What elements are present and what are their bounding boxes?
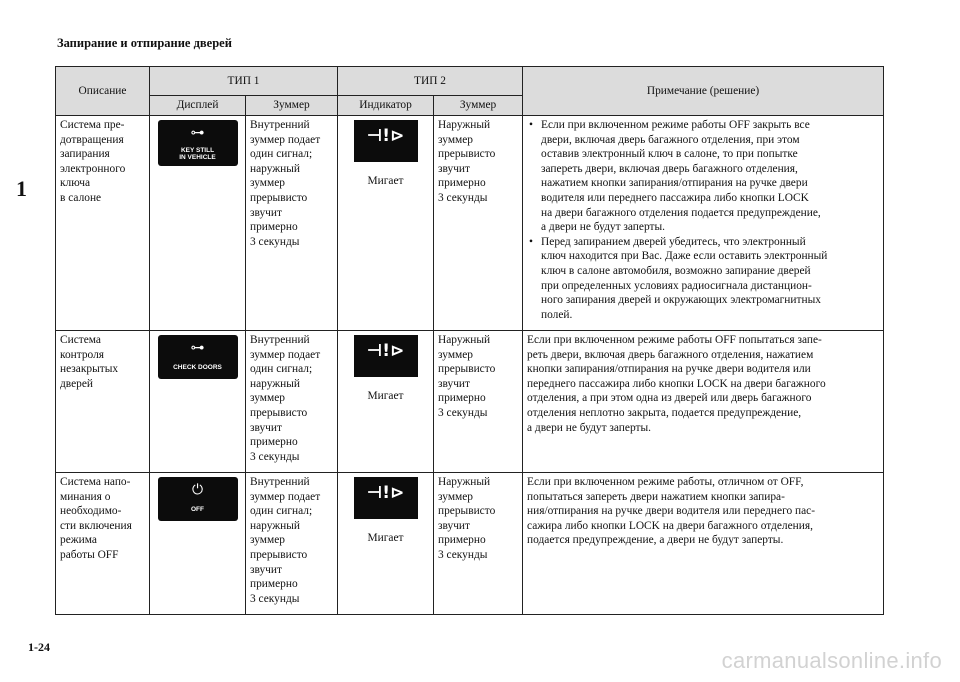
table-row xyxy=(56,473,884,615)
row-description: Система напо- минания о необходимо- сти включения режима работы OFF xyxy=(56,473,150,615)
chapter-marker: 1 xyxy=(16,176,27,201)
display-caption: CHECK DOORS xyxy=(173,364,222,371)
header-display: Дисплей xyxy=(150,96,246,116)
note-bullet: • Если при включенном режиме работы OFF закрыть все двери, включая дверь багажного отделения, при этом оставив электронный ключ в салоне, то при попытке запереть двери, включая дверь багажного отделения, нажатием кнопки запирания/отпирания на ручке двери водителя или переднего пассажира либо кнопки LOCK на двери багажного отделения подается предупреждение, а двери не будут заперты. xyxy=(527,118,879,235)
row-description: Система пре- дотвращения запирания электронного ключа в салоне xyxy=(56,116,150,331)
buzzer-type1-cell: Внутренний зуммер подает один сигнал; наружный зуммер прерывисто звучит примерно 3 секунды xyxy=(246,473,338,615)
buzzer-type2-cell: Наружный зуммер прерывисто звучит примерно 3 секунды xyxy=(434,116,523,331)
indicator-status: Мигает xyxy=(367,175,404,187)
warning-table xyxy=(55,66,884,615)
indicator-cell xyxy=(338,331,434,473)
key-icon: ⊶ xyxy=(190,340,205,356)
page-heading: Запирание и отпирание дверей xyxy=(57,36,232,50)
off-reminder-display xyxy=(158,477,238,521)
key-still-in-vehicle-display xyxy=(158,120,238,166)
watermark: carmanualsonline.info xyxy=(721,648,942,673)
table-row xyxy=(56,116,884,331)
page-number: 1-24 xyxy=(28,640,50,654)
row-description: Система контроля незакрытых дверей xyxy=(56,331,150,473)
check-doors-display xyxy=(158,335,238,379)
buzzer-type1-cell: Внутренний зуммер подает один сигнал; наружный зуммер прерывисто звучит примерно 3 секунды xyxy=(246,116,338,331)
power-button-icon: ⏻ xyxy=(191,482,204,498)
display-caption: OFF xyxy=(191,506,204,513)
warning-indicator-icon: ⊣!⊳ xyxy=(354,477,418,519)
indicator-status: Мигает xyxy=(367,532,404,544)
header-note: Примечание (решение) xyxy=(523,67,884,116)
note-cell: Если при включенном режиме работы, отличном от OFF, попытаться запереть двери нажатием кнопки запира- ния/отпирания на ручке двери водителя или переднего пас- сажира либо кнопки LOCK на двери багажного отделения, подается предупреждение, а двери не будут заперты. xyxy=(523,473,884,615)
header-type1: ТИП 1 xyxy=(150,67,338,96)
display-caption: KEY STILL IN VEHICLE xyxy=(179,147,216,161)
warning-indicator-icon: ⊣!⊳ xyxy=(354,120,418,162)
buzzer-type1-cell: Внутренний зуммер подает один сигнал; наружный зуммер прерывисто звучит примерно 3 секунды xyxy=(246,331,338,473)
note-cell: Если при включенном режиме работы OFF попытаться запе- реть двери, включая дверь багажного отделения, нажатием кнопки запирания/отпирания на ручке двери водителя или переднего пассажира либо кнопки LOCK на двери багажного отделения, а при этом одна из дверей или дверь багажного отделения неплотно закрыта, подается предупреждение, а двери не будут заперты. xyxy=(523,331,884,473)
warning-indicator-icon: ⊣!⊳ xyxy=(354,335,418,377)
key-icon: ⊶ xyxy=(190,125,205,141)
header-buzzer-type2: Зуммер xyxy=(434,96,523,116)
note-bullet: • Перед запиранием дверей убедитесь, что электронный ключ находится при Вас. Даже если оставить электронный ключ в салоне автомобиля, возможно запирание дверей при определенных условиях радиосигнала дистанцион- ного запирания дверей и окружающих электромагнитных полей. xyxy=(527,235,879,323)
display-cell xyxy=(150,331,246,473)
indicator-cell xyxy=(338,473,434,615)
header-indicator: Индикатор xyxy=(338,96,434,116)
indicator-status: Мигает xyxy=(367,390,404,402)
header-type2: ТИП 2 xyxy=(338,67,523,96)
display-cell xyxy=(150,473,246,615)
display-cell xyxy=(150,116,246,331)
buzzer-type2-cell: Наружный зуммер прерывисто звучит примерно 3 секунды xyxy=(434,331,523,473)
table-row xyxy=(56,331,884,473)
header-buzzer-type1: Зуммер xyxy=(246,96,338,116)
indicator-cell xyxy=(338,116,434,331)
buzzer-type2-cell: Наружный зуммер прерывисто звучит примерно 3 секунды xyxy=(434,473,523,615)
header-description: Описание xyxy=(56,67,150,116)
note-cell xyxy=(523,116,884,331)
